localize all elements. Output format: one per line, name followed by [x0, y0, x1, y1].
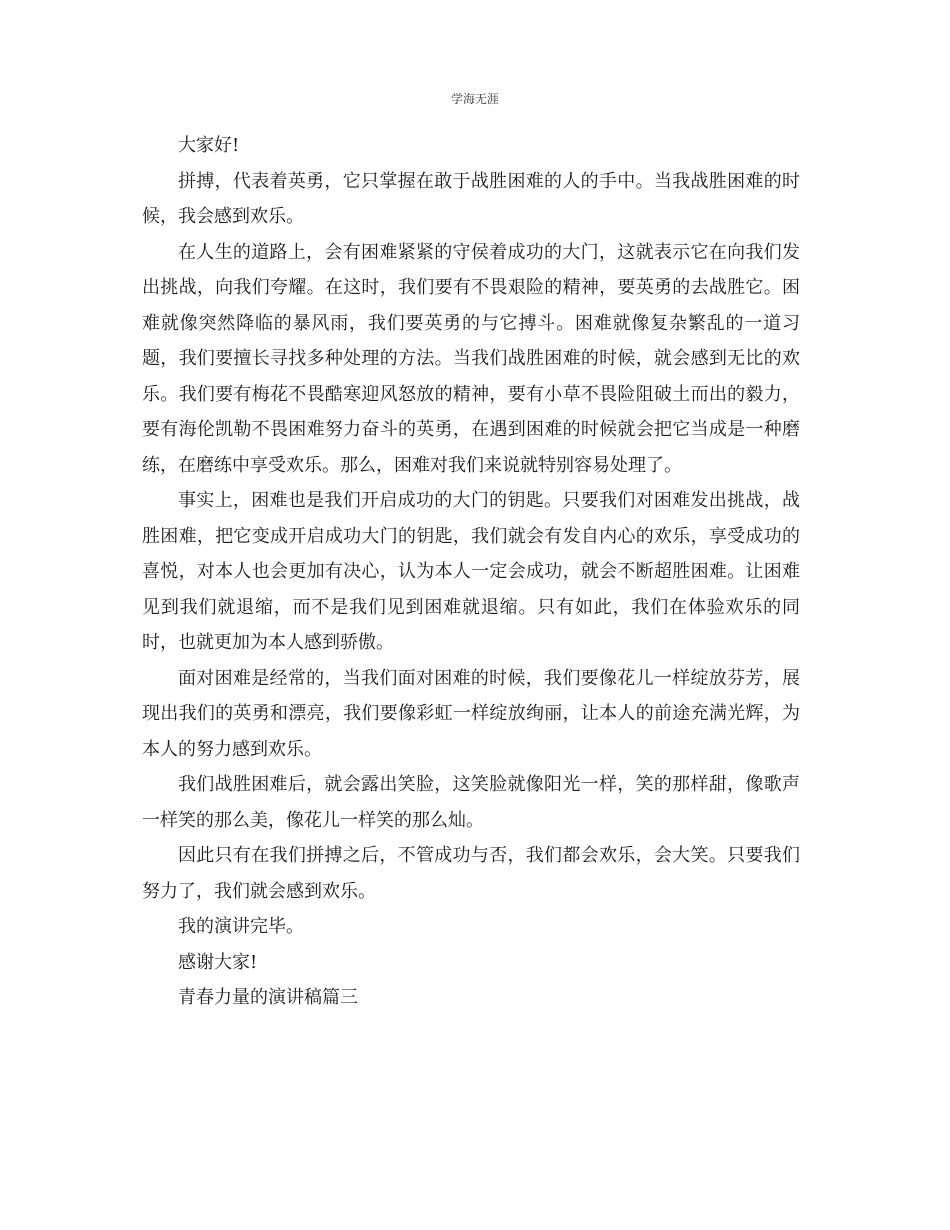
paragraph-thanks: 感谢大家!: [178, 951, 258, 973]
paragraph: 事实上，困难也是我们开启成功的大门的钥匙。只要我们对困难发出挑战，战胜困难，把它变成开启成功大门的钥匙，我们就会有发自内心的欢乐，享受成功的喜悦，对本人也会更加有决心，认为本人一定会成功，就会不断超胜困难。让困难见到我们就退缩，而不是我们见到困难就退缩。只有如此，我们在体验欢乐的同时，也就更加为本人感到骄傲。: [142, 490, 800, 653]
paragraph: 面对困难是经常的，当我们面对困难的时候，我们要像花儿一样绽放芬芳，展现出我们的英勇和漂亮，我们要像彩虹一样绽放绚丽，让本人的前途充满光辉，为本人的努力感到欢乐。: [142, 667, 800, 760]
page-header: 学海无涯: [450, 92, 499, 106]
paragraph-greeting: 大家好!: [178, 135, 240, 156]
paragraph: 因此只有在我们拼搏之后，不管成功与否，我们都会欢乐，会大笑。只要我们努力了，我们就会感到欢乐。: [142, 845, 800, 902]
paragraph: 在人生的道路上，会有困难紧紧的守侯着成功的大门，这就表示它在向我们发出挑战，向我们夸耀。在这时，我们要有不畏艰险的精神，要英勇的去战胜它。困难就像突然降临的暴风雨，我们要英勇的与它搏斗。困难就像复杂繁乱的一道习题，我们要擅长寻找多种处理的方法。当我们战胜困难的时候，就会感到无比的欢乐。我们要有梅花不畏酷寒迎风怒放的精神，要有小草不畏险阻破土而出的毅力，要有海伦凯勒不畏困难努力奋斗的英勇，在遇到困难的时候就会把它当成是一种磨练，在磨练中享受欢乐。那么，困难对我们来说就特别容易处理了。: [142, 241, 800, 476]
document-body: [142, 128, 800, 1016]
paragraph: 拼搏，代表着英勇，它只掌握在敢于战胜困难的人的手中。当我战胜困难的时候，我会感到欢乐。: [142, 170, 800, 227]
paragraph: 我们战胜困难后，就会露出笑脸，这笑脸就像阳光一样，笑的那样甜，像歌声一样笑的那么美，像花儿一样笑的那么灿。: [142, 774, 800, 831]
section-title: 青春力量的演讲稿篇三: [178, 987, 358, 1008]
paragraph-closing: 我的演讲完毕。: [178, 916, 304, 937]
